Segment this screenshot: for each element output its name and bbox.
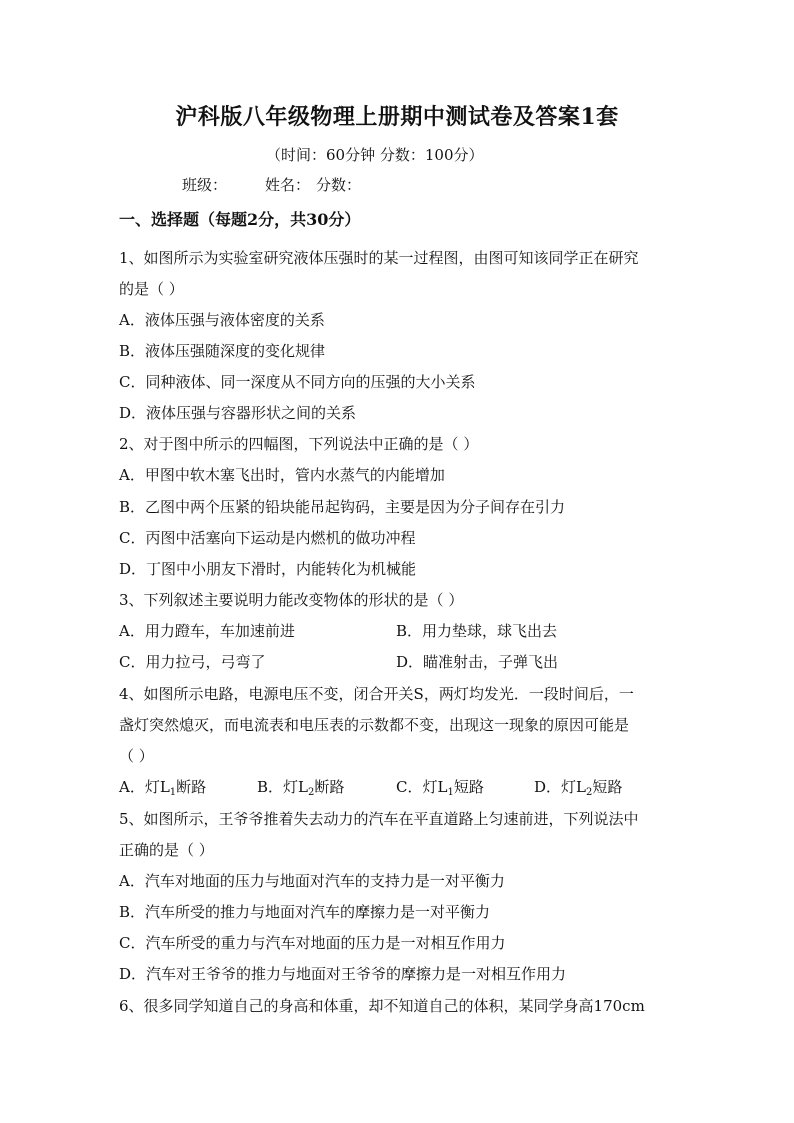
q2-stem: 2、对于图中所示的四幅图，下列说法中正确的是（ ） [119, 435, 479, 453]
class-label: 班级： [182, 176, 228, 194]
q3-option-a: A．用力蹬车，车加速前进 [119, 622, 295, 640]
q1-option-b: B．液体压强随深度的变化规律 [119, 342, 326, 360]
q1-option-a: A．液体压强与液体密度的关系 [119, 311, 325, 329]
q1-stem-line2: 的是（ ） [119, 280, 184, 298]
q2-option-d: D．丁图中小朋友下滑时，内能转化为机械能 [119, 560, 417, 578]
page-title: 沪科版八年级物理上册期中测试卷及答案1套 [175, 104, 619, 130]
q4-options [119, 777, 622, 797]
q5-stem-line2: 正确的是（ ） [119, 841, 214, 859]
q4-stem-line2: 盏灯突然熄灭，而电流表和电压表的示数都不变，出现这一现象的原因可能是 [119, 716, 630, 734]
score-label: 分数： [316, 176, 362, 194]
q4-option-b: B．灯$L_2$断路 [257, 778, 345, 798]
section-heading: 一、选择题（每题2分，共30分） [119, 210, 361, 229]
q2-option-c: C．丙图中活塞向下运动是内燃机的做功冲程 [119, 529, 416, 547]
q4-stem-line3: （ ） [119, 747, 154, 765]
q6-stem-line1: 6、很多同学知道自己的身高和体重，却不知道自己的体积，某同学身高170cm [119, 997, 645, 1015]
exam-time-score: （时间：60分钟 分数：100分） [266, 146, 484, 164]
student-info-line [182, 175, 361, 195]
q1-stem-line1: 1、如图所示为实验室研究液体压强时的某一过程图，由图可知该同学正在研究 [119, 249, 639, 267]
q4-option-a: A．灯$L_1$断路 [119, 778, 207, 798]
q3-stem: 3、下列叙述主要说明力能改变物体的形状的是（ ） [119, 591, 464, 609]
q3-option-c: C．用力拉弓，弓弯了 [119, 653, 266, 671]
q2-option-b: B．乙图中两个压紧的铅块能吊起钩码，主要是因为分子间存在引力 [119, 498, 566, 516]
q1-option-c: C．同种液体、同一深度从不同方向的压强的大小关系 [119, 373, 476, 391]
q5-option-b: B．汽车所受的推力与地面对汽车的摩擦力是一对平衡力 [119, 903, 491, 921]
q2-option-a: A．甲图中软木塞飞出时，管内水蒸气的内能增加 [119, 466, 445, 484]
q3-option-d: D．瞄准射击，子弹飞出 [396, 653, 559, 671]
q5-option-c: C．汽车所受的重力与汽车对地面的压力是一对相互作用力 [119, 934, 506, 952]
q4-stem-line1: 4、如图所示电路，电源电压不变，闭合开关S，两灯均发光．一段时间后，一 [119, 685, 634, 703]
q3-option-b: B．用力垫球，球飞出去 [396, 622, 558, 640]
q5-stem-line1: 5、如图所示，王爷爷推着失去动力的汽车在平直道路上匀速前进，下列说法中 [119, 810, 639, 828]
q1-option-d: D．液体压强与容器形状之间的关系 [119, 404, 357, 422]
name-label: 姓名： [265, 176, 311, 194]
q5-option-d: D．汽车对王爷爷的推力与地面对王爷爷的摩擦力是一对相互作用力 [119, 965, 567, 983]
q4-option-c: C．灯$L_1$短路 [396, 778, 484, 798]
q5-option-a: A．汽车对地面的压力与地面对汽车的支持力是一对平衡力 [119, 872, 505, 890]
q4-option-d: D．灯$L_2$短路 [534, 778, 623, 798]
